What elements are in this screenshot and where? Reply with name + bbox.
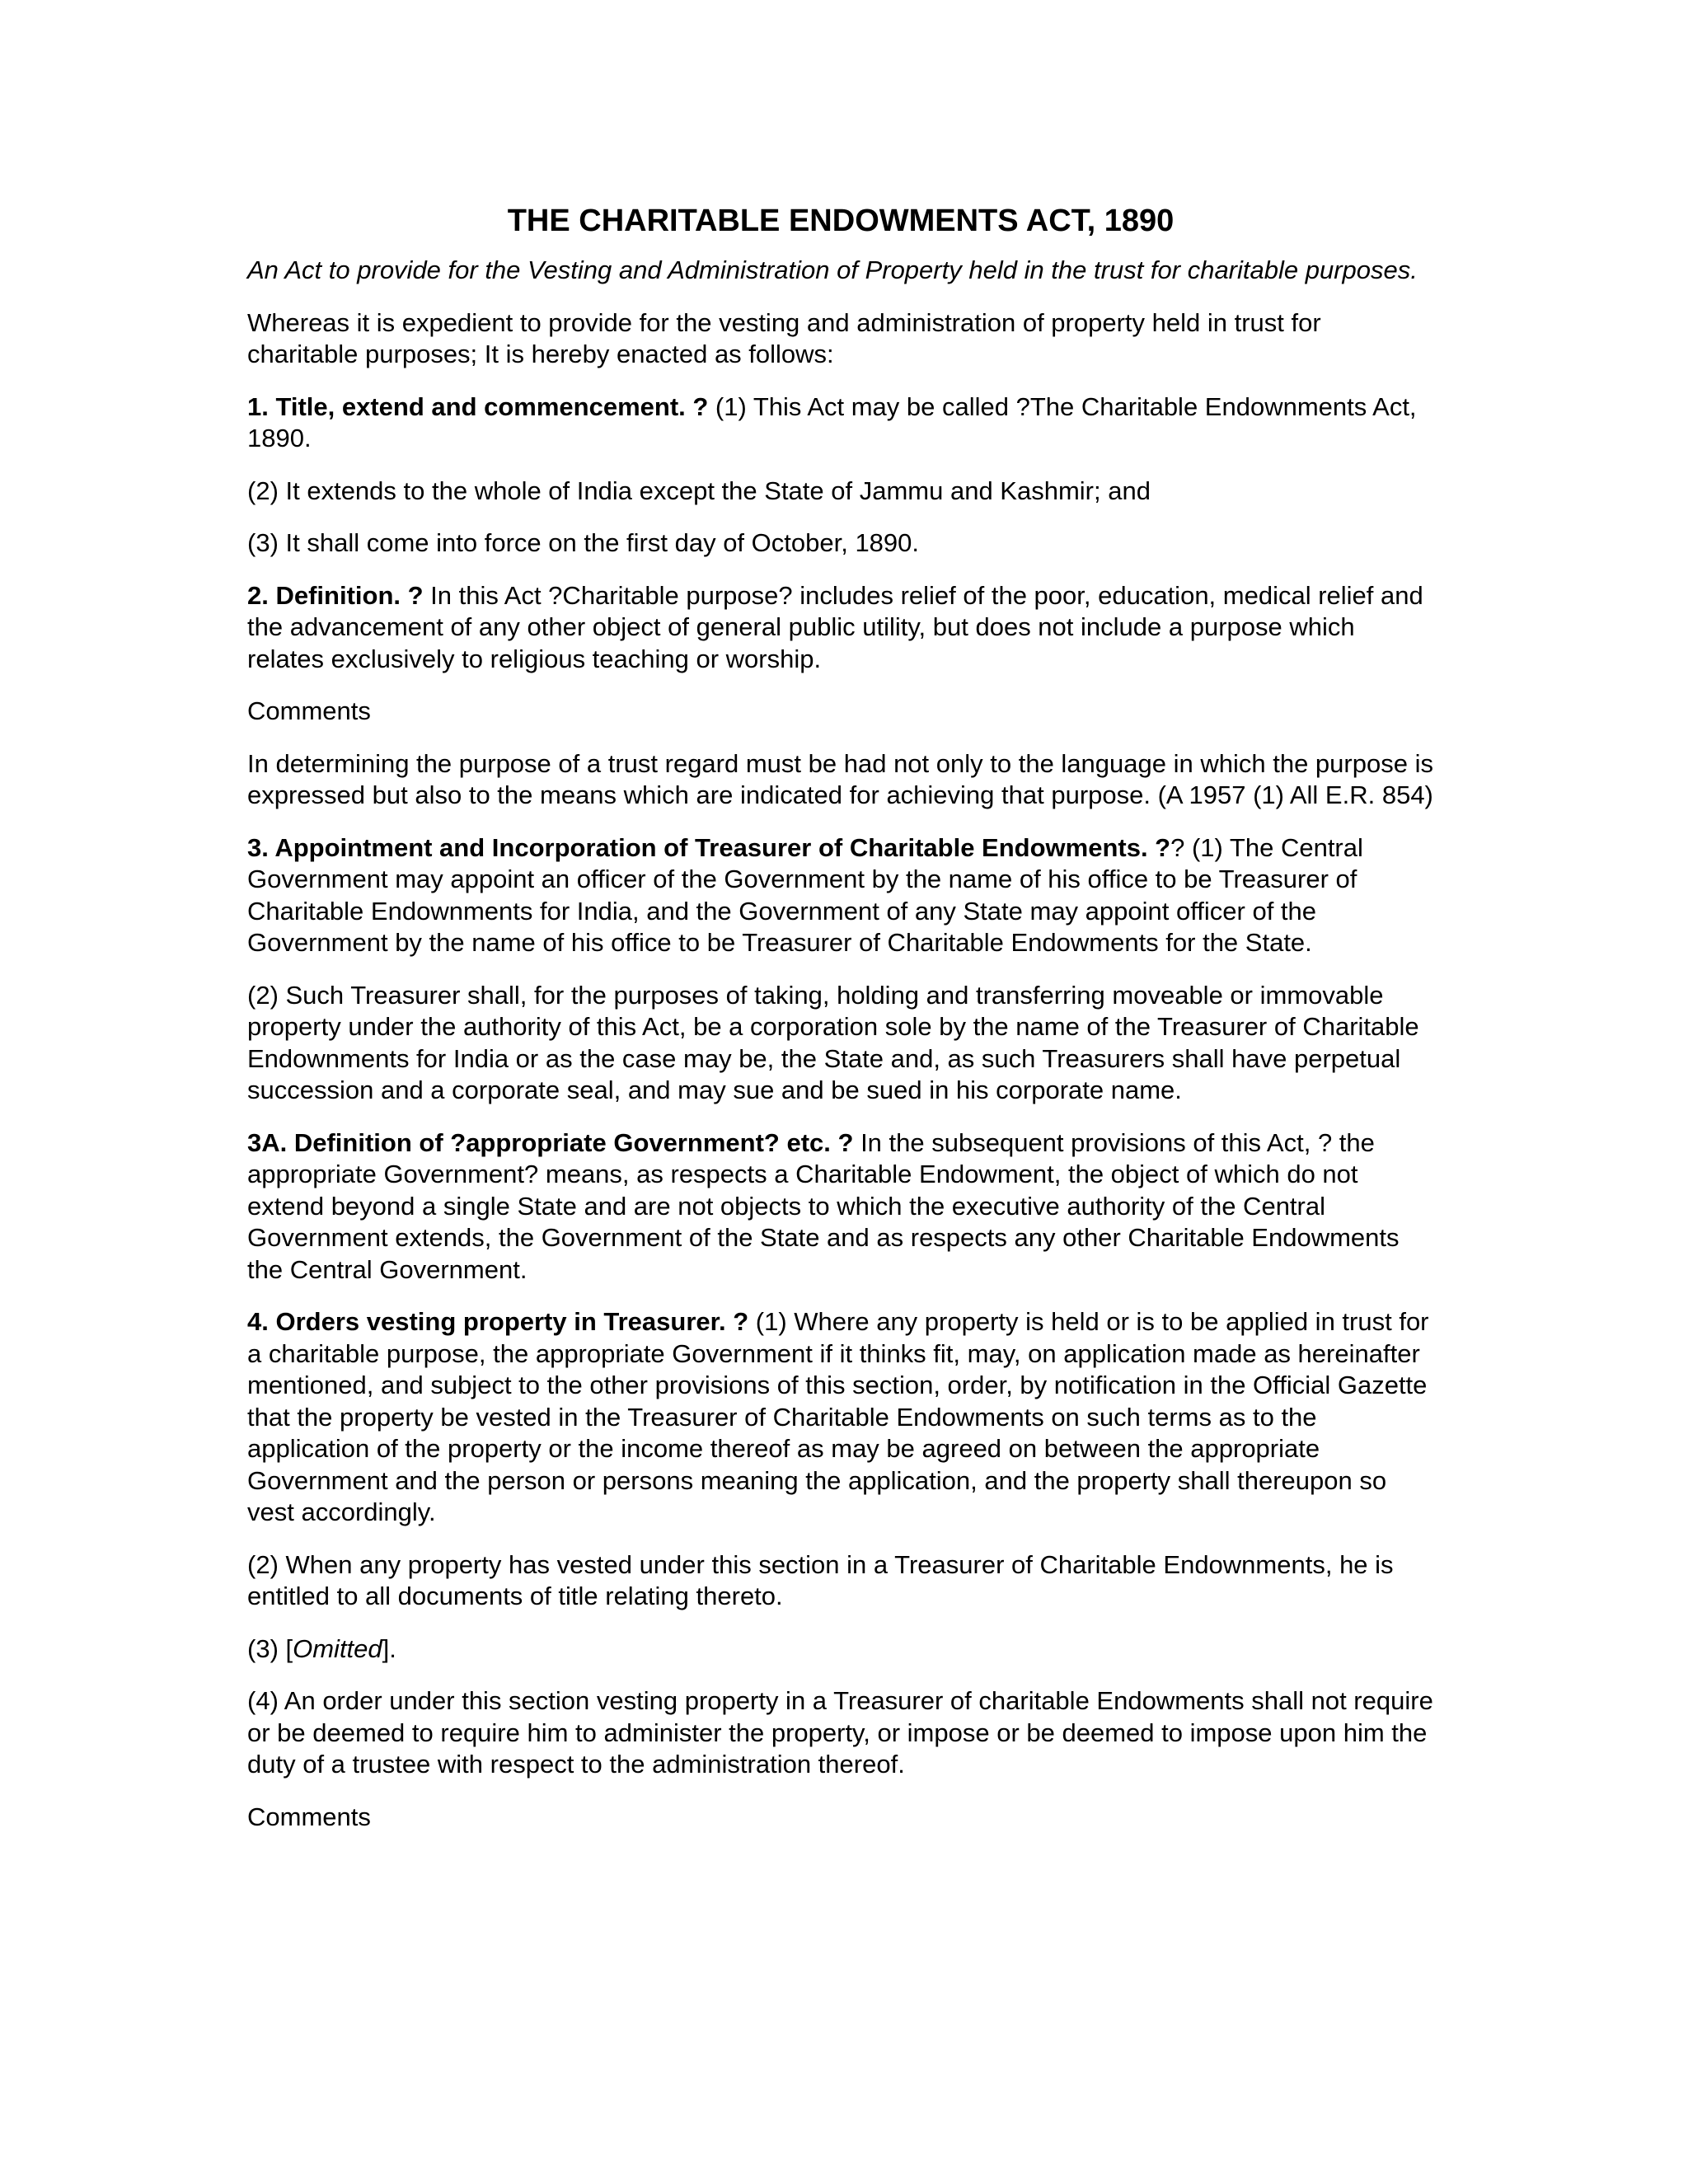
section-3-heading: 3. Appointment and Incorporation of Treasurer of Charitable Endowments. ? (247, 832, 1171, 862)
section-3a-text: In the subsequent provisions of this Act, ? the appropriate Government? means, as respects a Charitable Endowment, the object of which do not extend beyond a single State and are not objects to which the executive authority of the Central Government extends, the Government of the State and as respects any other Charitable Endowments the Central Government. (247, 1127, 1400, 1284)
section-4-subsection-3-suffix: ]. (382, 1633, 396, 1663)
section-3-text: ? (1) The Central Government may appoint an officer of the Government by the name of his office to be Treasurer of Charitable Endownments for India, and the Government of any State may appoint officer of the Government by the name of his office to be Treasurer of Charitable Endowments for the State. (247, 832, 1363, 957)
section-1-text: (1) This Act may be called ?The Charitable Endownments Act, 1890. (247, 391, 1417, 452)
section-4 (247, 1306, 1434, 1529)
preamble: Whereas it is expedient to provide for the vesting and administration of property held in trust for charitable purposes; It is hereby enacted as follows: (247, 307, 1321, 368)
section-3-subsection-2: (2) Such Treasurer shall, for the purposes of taking, holding and transferring moveable or immovable property under the authority of this Act, be a corporation sole by the name of the Treasurer of Charitable Endownments for India or as the case may be, the State and, as such Treasurers shall have perpetual succession and a corporate seal, and may sue and be sued in his corporate name. (247, 980, 1419, 1104)
section-4-subsection-4: (4) An order under this section vesting property in a Treasurer of charitable Endowments shall not require or be deemed to require him to administer the property, or impose or be deemed to impose upon him the duty of a trustee with respect to the administration thereof. (247, 1686, 1433, 1779)
section-2 (247, 580, 1434, 676)
document-page (247, 202, 1434, 1854)
section-4-heading: 4. Orders vesting property in Treasurer. ? (247, 1307, 749, 1336)
section-3a-heading: 3A. Definition of ?appropriate Government? etc. ? (247, 1127, 854, 1157)
section-4-text: (1) Where any property is held or is to be applied in trust for a charitable purpose, the appropriate Government if it thinks fit, may, on application made as hereinafter mentioned, and subject to the other provisions of this section, order, by notification in the Official Gazette that the property be vested in the Treasurer of Charitable Endowments on such terms as to the application of the property or the income thereof as may be agreed on between the appropriate Government and the person or persons meaning the application, and the property shall thereupon so vest accordingly. (247, 1307, 1429, 1526)
omitted-text: Omitted (293, 1633, 382, 1663)
section-1-subsection-2: (2) It extends to the whole of India except the State of Jammu and Kashmir; and (247, 476, 1151, 505)
section-4-subsection-3 (247, 1633, 1434, 1666)
section-3a (247, 1127, 1434, 1286)
section-1-subsection-3: (3) It shall come into force on the first day of October, 1890. (247, 528, 920, 557)
section-2-text: In this Act ?Charitable purpose? includes relief of the poor, education, medical relief and the advancement of any other object of general public utility, but does not include a purpose which relates exclusively to religious teaching or worship. (247, 580, 1423, 673)
section-4-subsection-2: (2) When any property has vested under this section in a Treasurer of Charitable Endownments, he is entitled to all documents of title relating thereto. (247, 1549, 1394, 1610)
document-title: THE CHARITABLE ENDOWMENTS ACT, 1890 (507, 204, 1175, 238)
comments-label-2: Comments (247, 1802, 371, 1831)
section-4-subsection-3-prefix: (3) [ (247, 1633, 293, 1663)
comment-1-text: In determining the purpose of a trust regard must be had not only to the language in which the purpose is expressed but also to the means which are indicated for achieving that purpose. (A 1957 (1) All E.R. 854) (247, 748, 1433, 809)
section-2-heading: 2. Definition. ? (247, 580, 424, 610)
comments-label-1: Comments (247, 696, 371, 725)
section-1-heading: 1. Title, extend and commencement. ? (247, 391, 709, 421)
long-title: An Act to provide for the Vesting and Administration of Property held in the trust for charitable purposes. (247, 255, 1418, 284)
section-1 (247, 391, 1434, 455)
section-3 (247, 832, 1434, 959)
